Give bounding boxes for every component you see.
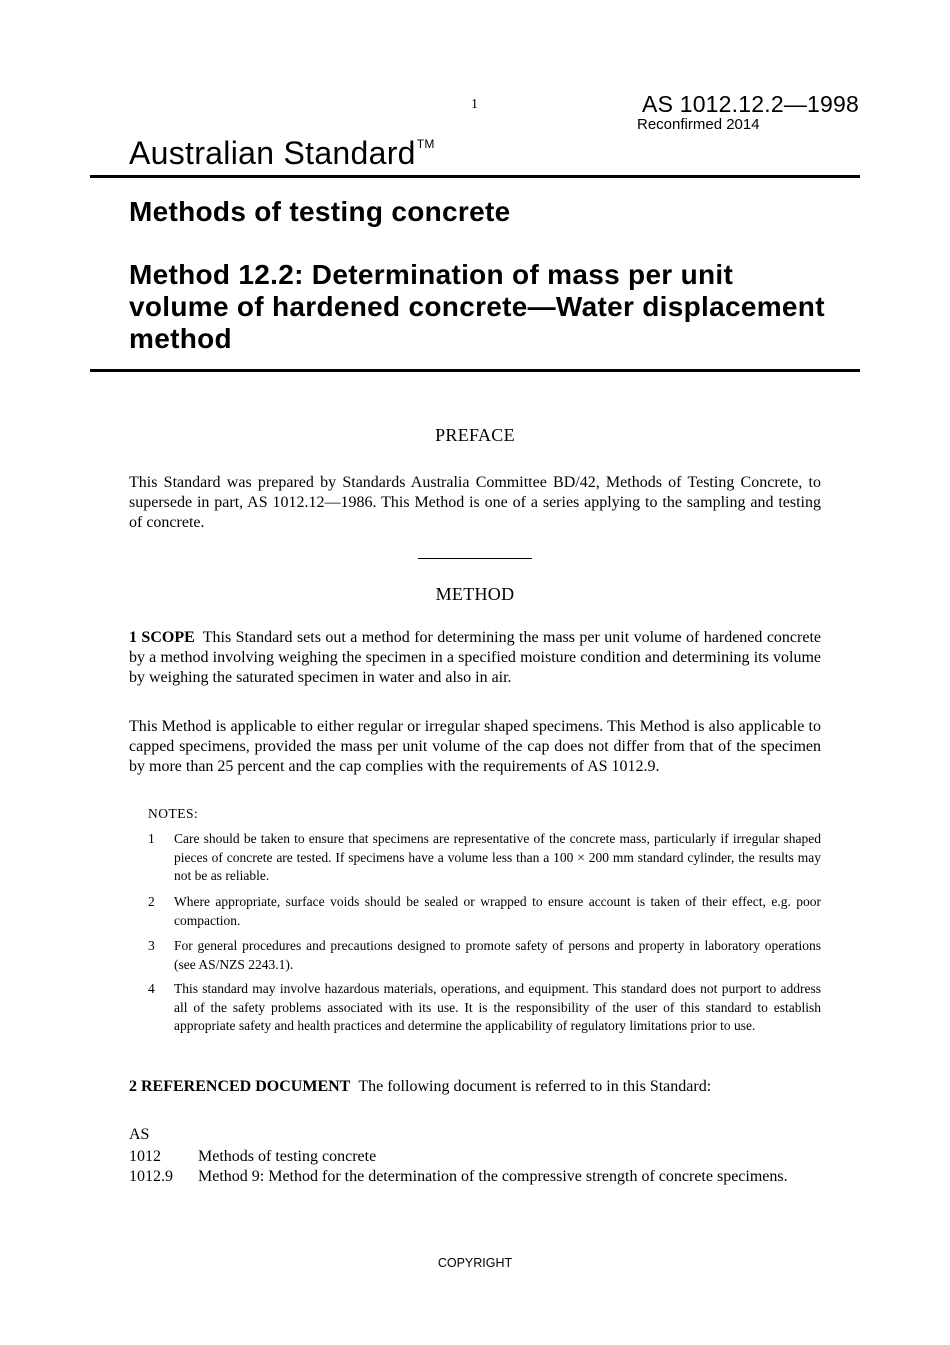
copyright-footer: COPYRIGHT — [437, 1256, 513, 1270]
note-text: Where appropriate, surface voids should be sealed or wrapped to ensure account is taken of their effect, e.g. poor compaction. — [174, 894, 821, 928]
trademark-mark: TM — [416, 137, 435, 151]
reference-item — [129, 1147, 821, 1167]
page-number: 1 — [471, 97, 478, 112]
note-item — [148, 937, 821, 974]
bottom-rule — [90, 369, 860, 372]
scope-label: 1 SCOPE — [129, 629, 195, 646]
scope-text: This Standard sets out a method for determining the mass per unit volume of hardened concrete by a method involving weighing the specimen in a specified moisture condition and determining its volume by weighing the saturated specimen in water and also in air. — [129, 629, 822, 686]
scope-paragraph-2: This Method is applicable to either regular or irregular shaped specimens. This Method is also applicable to capped specimens, provided the mass per unit volume of the cap does not differ from that of the specimen by more than 25 percent and the cap complies with the requirements of AS 1012.9. — [129, 718, 821, 775]
reference-title: Method 9: Method for the determination of the compressive strength of concrete specimens. — [198, 1168, 788, 1185]
notes-label: NOTES: — [148, 806, 199, 821]
note-item — [148, 893, 821, 930]
top-rule — [90, 175, 860, 178]
note-number: 3 — [148, 938, 155, 953]
note-text: This standard may involve hazardous materials, operations, and equipment. This standard does not purport to address all of the safety problems associated with its use. It is the responsibility of the user of this standard to establish appropriate safety and health practices and determine the applicability of regulatory limitations prior to use. — [174, 981, 821, 1033]
reference-title: Methods of testing concrete — [198, 1148, 377, 1165]
reference-item — [129, 1167, 821, 1187]
reconfirmed-note: Reconfirmed 2014 — [637, 116, 760, 133]
note-text: Care should be taken to ensure that specimens are representative of the concrete mass, particularly if irregular shaped pieces of concrete are tested. If specimens have a volume less than a 100 × 200 mm standard cylinder, the results may not be as reliable. — [174, 831, 821, 883]
note-number: 4 — [148, 981, 155, 996]
note-text: For general procedures and precautions designed to promote safety of persons and property in laboratory operations (see AS/NZS 2243.1). — [174, 938, 821, 972]
method-title: Method 12.2: Determination of mass per unit volume of hardened concrete—Water displacement method — [129, 259, 825, 354]
method-heading: METHOD — [435, 584, 515, 604]
reference-code: 1012 — [129, 1148, 161, 1165]
preface-text: This Standard was prepared by Standards Australia Committee BD/42, Methods of Testing Concrete, to supersede in part, AS 1012.12—1986. This Method is one of a series applying to the sampling and testing of concrete. — [129, 474, 821, 531]
section-divider — [418, 558, 532, 559]
note-number: 1 — [148, 831, 155, 846]
reference-prefix: AS — [129, 1126, 150, 1143]
brand-text: Australian Standard — [129, 135, 416, 171]
referenced-text: The following document is referred to in this Standard: — [358, 1078, 712, 1095]
brand-title — [129, 135, 435, 172]
note-item — [148, 980, 821, 1036]
series-title: Methods of testing concrete — [129, 196, 511, 227]
note-number: 2 — [148, 894, 155, 909]
reference-code: 1012.9 — [129, 1168, 173, 1185]
standard-code: AS 1012.12.2—1998 — [642, 91, 859, 117]
referenced-label: 2 REFERENCED DOCUMENT — [129, 1078, 351, 1095]
note-item — [148, 830, 821, 886]
scope-paragraph — [129, 628, 821, 688]
preface-heading: PREFACE — [435, 425, 515, 445]
referenced-paragraph — [129, 1077, 821, 1097]
